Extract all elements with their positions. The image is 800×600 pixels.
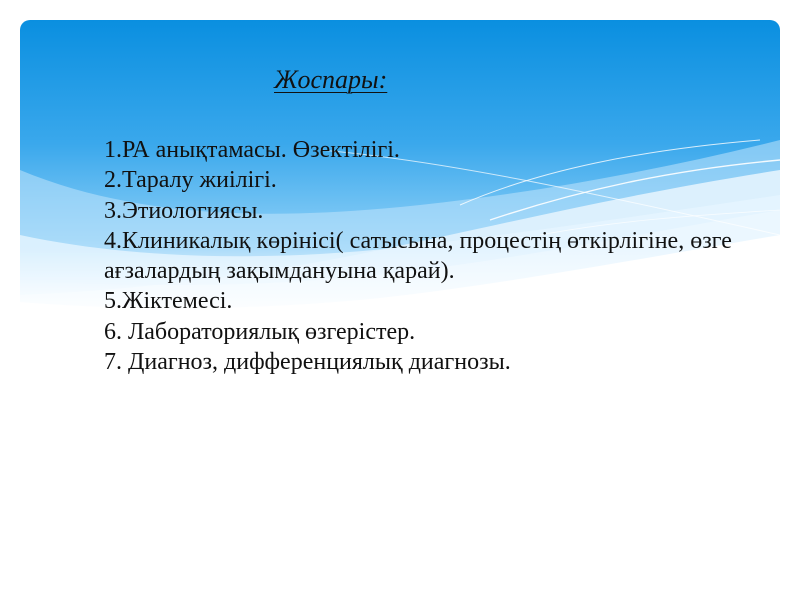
list-item: 7. Диагноз, дифференциялық диагнозы.	[104, 349, 511, 376]
list-item: 1.РА анықтамасы. Өзектілігі.	[104, 137, 400, 163]
list-item: 6. Лабораториялық өзгерістер.	[104, 318, 416, 345]
list-item: 3.Этиологиясы.	[104, 197, 264, 224]
list-item: 4.Клиникалық көрінісі( сатысына, процестің өткірлігіне, өзге ағзалардың зақымдануына қарай).	[104, 227, 732, 285]
plan-list	[104, 135, 744, 377]
list-item: 2.Таралу жиілігі.	[104, 167, 277, 194]
slide-title: Жоспары:	[274, 65, 388, 94]
list-item: 5.Жіктемесі.	[104, 288, 233, 315]
